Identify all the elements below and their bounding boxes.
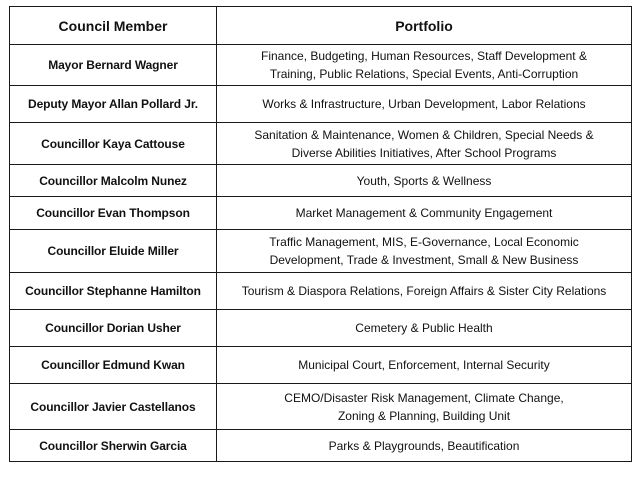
portfolio-line: Finance, Budgeting, Human Resources, Staff Development & <box>261 49 587 63</box>
table-body <box>10 45 632 462</box>
council-member-cell: Councillor Edmund Kwan <box>10 347 217 384</box>
portfolio-cell <box>217 384 632 430</box>
portfolio-cell <box>217 197 632 230</box>
portfolio-line: Youth, Sports & Wellness <box>356 173 492 188</box>
council-member-cell: Councillor Eluide Miller <box>10 230 217 273</box>
council-portfolio-table-wrapper <box>9 6 631 462</box>
portfolio-line: Sanitation & Maintenance, Women & Children, Special Needs & <box>254 127 594 142</box>
table-row <box>10 384 632 430</box>
table-header-row <box>10 7 632 45</box>
portfolio-line: Training, Public Relations, Special Events, Anti-Corruption <box>269 67 579 81</box>
table-row <box>10 310 632 347</box>
portfolio-line: Development, Trade & Investment, Small & New Business <box>269 253 579 267</box>
council-member-cell: Councillor Kaya Cattouse <box>10 123 217 165</box>
table-row <box>10 430 632 462</box>
portfolio-cell <box>217 86 632 123</box>
table-row <box>10 45 632 86</box>
portfolio-cell <box>217 273 632 310</box>
portfolio-cell <box>217 230 632 273</box>
portfolio-line: Traffic Management, MIS, E-Governance, Local Economic <box>269 235 579 249</box>
portfolio-line: Diverse Abilities Initiatives, After School Programs <box>291 145 557 160</box>
council-member-cell: Councillor Dorian Usher <box>10 310 217 347</box>
table-row <box>10 230 632 273</box>
header-portfolio: Portfolio <box>217 7 632 45</box>
portfolio-line: Works & Infrastructure, Urban Development, Labor Relations <box>262 97 586 111</box>
table-row <box>10 123 632 165</box>
portfolio-line: Cemetery & Public Health <box>355 321 493 335</box>
portfolio-cell <box>217 310 632 347</box>
council-member-cell: Councillor Sherwin Garcia <box>10 430 217 462</box>
portfolio-cell <box>217 430 632 462</box>
council-member-cell: Councillor Stephanne Hamilton <box>10 273 217 310</box>
council-portfolio-table <box>9 6 632 462</box>
table-row <box>10 197 632 230</box>
portfolio-line: Municipal Court, Enforcement, Internal Security <box>298 358 550 372</box>
table-row <box>10 347 632 384</box>
council-member-cell: Mayor Bernard Wagner <box>10 45 217 86</box>
portfolio-line: Tourism & Diaspora Relations, Foreign Affairs & Sister City Relations <box>241 284 607 298</box>
header-council-member: Council Member <box>10 7 217 45</box>
portfolio-line: Zoning & Planning, Building Unit <box>337 408 511 423</box>
council-member-cell: Councillor Evan Thompson <box>10 197 217 230</box>
portfolio-cell <box>217 165 632 197</box>
portfolio-line: Parks & Playgrounds, Beautification <box>328 438 520 453</box>
portfolio-cell <box>217 45 632 86</box>
portfolio-line: Market Management & Community Engagement <box>295 206 553 220</box>
portfolio-cell <box>217 347 632 384</box>
portfolio-line: CEMO/Disaster Risk Management, Climate Change, <box>284 390 564 405</box>
table-row <box>10 165 632 197</box>
council-member-cell: Councillor Malcolm Nunez <box>10 165 217 197</box>
table-row <box>10 86 632 123</box>
portfolio-cell <box>217 123 632 165</box>
council-member-cell: Deputy Mayor Allan Pollard Jr. <box>10 86 217 123</box>
table-row <box>10 273 632 310</box>
council-member-cell: Councillor Javier Castellanos <box>10 384 217 430</box>
